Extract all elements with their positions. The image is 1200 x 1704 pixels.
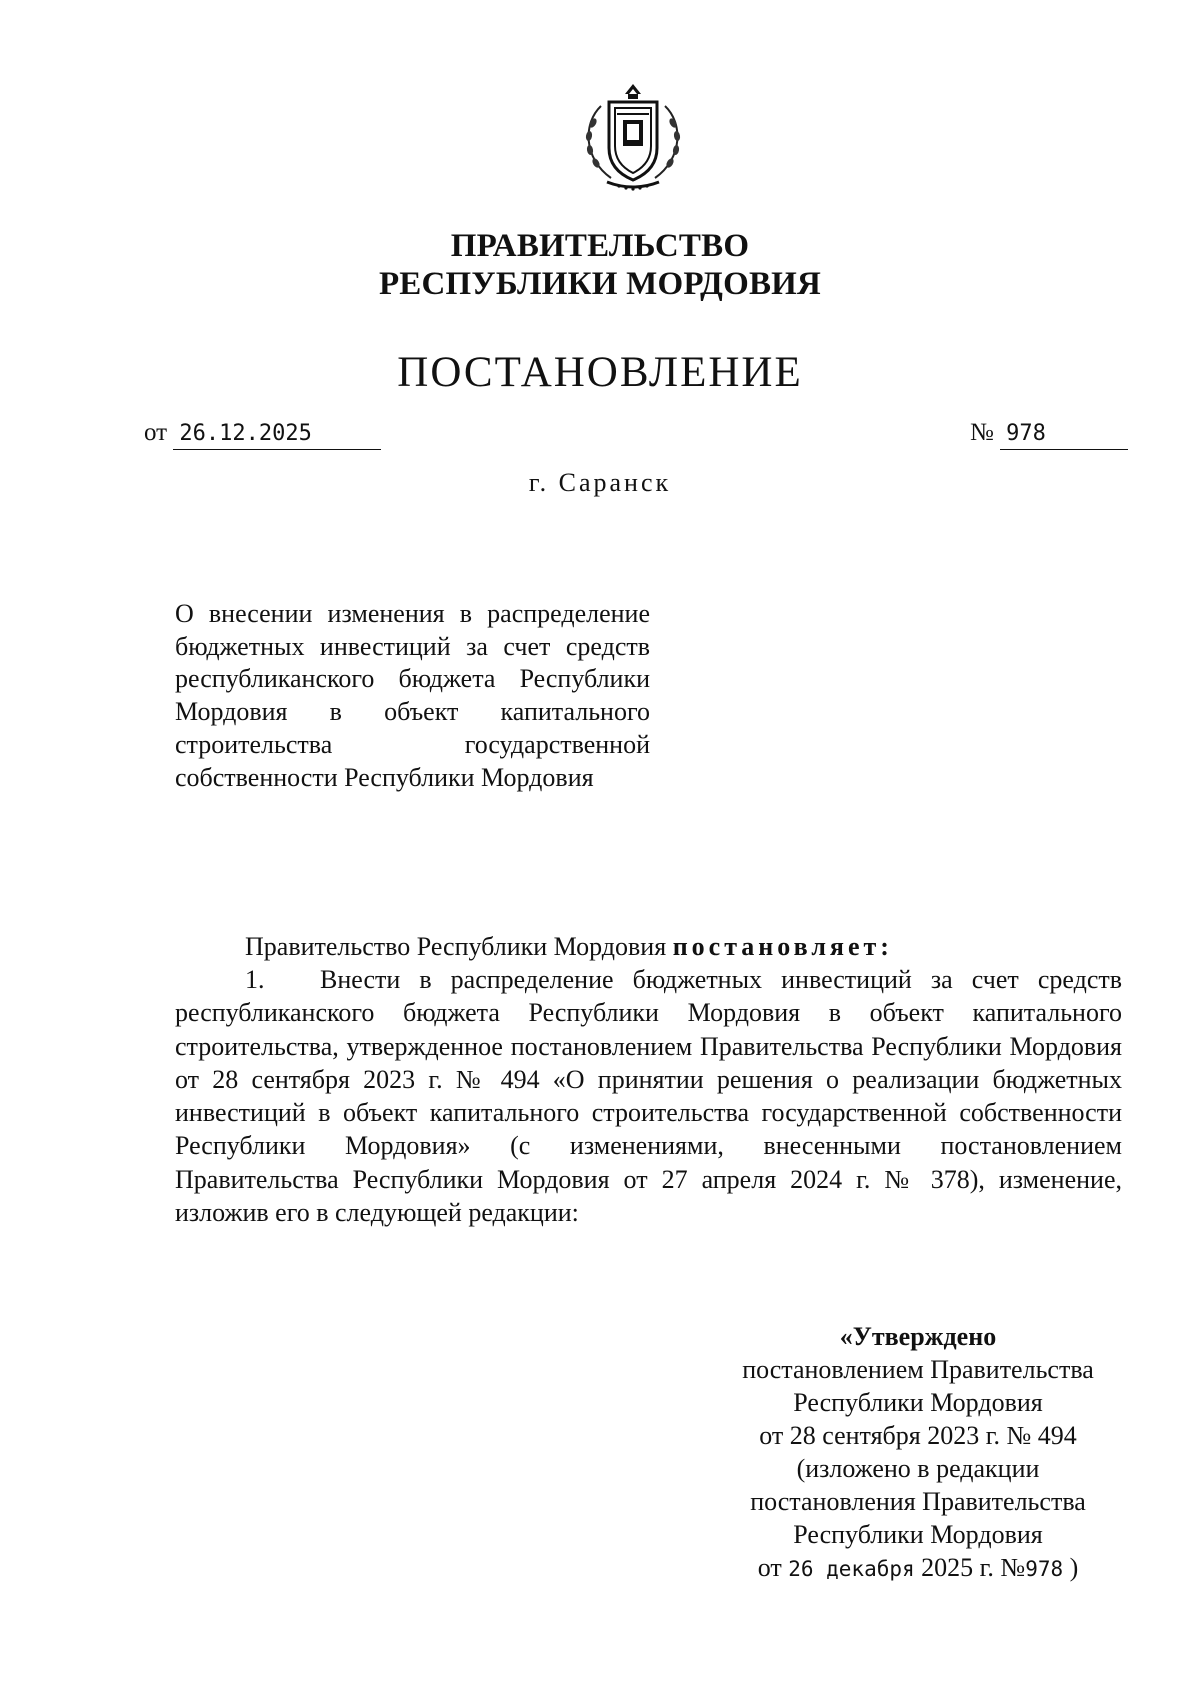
approval-line: Республики Мордовия: [793, 1520, 1043, 1549]
intro-verb: постановляет:: [672, 932, 893, 961]
approval-year: 2025 г. №: [921, 1553, 1026, 1582]
date-prefix: от: [144, 419, 168, 446]
document-number: [970, 418, 1128, 450]
document-date: [144, 418, 381, 450]
approval-date-line: [718, 1551, 1118, 1586]
approval-number-value: 978: [1025, 1557, 1064, 1581]
clause-number: 1.: [245, 965, 265, 994]
clause-1: [175, 963, 1122, 1229]
coat-of-arms-icon: [573, 78, 693, 198]
number-prefix: №: [970, 419, 994, 446]
number-value: 978: [1000, 419, 1128, 450]
approval-line: от 28 сентября 2023 г. № 494: [759, 1421, 1077, 1450]
date-value: 26.12.2025: [173, 419, 381, 450]
approval-date-value: 26 декабря: [788, 1557, 915, 1581]
city-line: г. Саранск: [528, 468, 672, 497]
intro-paragraph: [245, 930, 893, 963]
approval-date-prefix: от: [757, 1553, 782, 1582]
intro-text: Правительство Республики Мордовия: [245, 932, 667, 961]
document-type-title: ПОСТАНОВЛЕНИЕ: [397, 349, 803, 396]
approval-close-paren: ): [1069, 1553, 1079, 1582]
org-name-line2: РЕСПУБЛИКИ МОРДОВИЯ: [378, 266, 822, 302]
approval-heading: «Утверждено: [839, 1322, 997, 1351]
approval-line: постановлением Правительства: [742, 1355, 1094, 1384]
approval-stamp-block: [718, 1320, 1118, 1586]
document-subject: О внесении изменения в распределение бюджетных инвестиций за счет средств республиканского бюджета Республики Мордовия в объект капитального строительства государственной собственности Республики Мордовия: [175, 599, 650, 792]
org-name-line1: ПРАВИТЕЛЬСТВО: [450, 228, 750, 264]
approval-line: постановления Правительства: [750, 1487, 1086, 1516]
approval-line: Республики Мордовия: [793, 1388, 1043, 1417]
clause-text: Внести в распределение бюджетных инвестиций за счет средств республиканского бюджета Республики Мордовия в объект капитального строительства, утвержденное постановлением Правительства Республики Мордовия от 28 сентября 2023 г. № 494 «О принятии решения о реализации бюджетных инвестиций в объект капитального строительства государственной собственности Республики Мордовия» (с изменениями, внесенными постановлением Правительства Республики Мордовия от 27 апреля 2024 г. № 378), изменение, изложив его в следующей редакции:: [175, 965, 1122, 1228]
approval-line: (изложено в редакции: [796, 1454, 1040, 1483]
